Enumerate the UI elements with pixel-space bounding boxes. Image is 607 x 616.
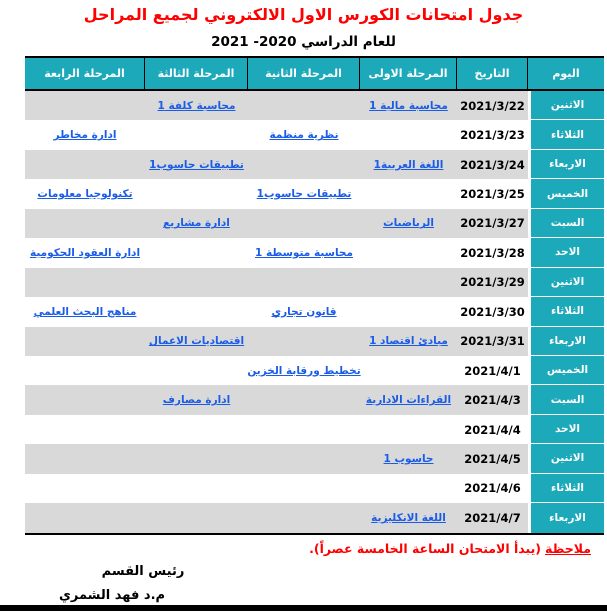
exam-subject-link[interactable]: ادارة العقود الحكومية	[29, 246, 141, 259]
stage2-cell	[248, 327, 360, 356]
table-row	[25, 415, 604, 444]
date-cell: 2021/3/27	[457, 209, 528, 238]
day-cell: الاربعاء	[528, 503, 604, 532]
stage4-cell	[25, 474, 145, 503]
stage3-cell	[145, 297, 248, 326]
stage3-cell	[145, 327, 248, 356]
exam-subject-link[interactable]: مبادئ اقتصاد 1	[369, 335, 448, 348]
stage4-cell	[25, 238, 145, 267]
stage1-cell	[360, 297, 457, 326]
day-cell: الاثنين	[528, 268, 604, 297]
exam-subject-link[interactable]: اللغة العربية1	[373, 158, 444, 171]
stage1-cell	[360, 327, 457, 356]
exam-subject-link[interactable]: محاسبة مالية 1	[369, 99, 448, 112]
column-header-stage4: المرحلة الرابعة	[25, 58, 145, 89]
stage2-cell	[248, 297, 360, 326]
stage3-cell	[145, 150, 248, 179]
day-cell: الثلاثاء	[528, 474, 604, 503]
column-header-stage1: المرحلة الاولى	[360, 58, 457, 89]
date-cell: 2021/4/6	[464, 481, 521, 496]
stage4-cell	[25, 356, 145, 385]
date-cell: 2021/3/25	[460, 187, 525, 202]
exam-subject-link[interactable]: القراءات الادارية	[365, 394, 452, 407]
table-row	[25, 91, 604, 120]
exam-schedule-table	[25, 56, 604, 535]
date-cell: 2021/4/1	[464, 363, 521, 378]
bottom-rule	[0, 605, 607, 611]
date-cell: 2021/3/31	[457, 327, 528, 356]
stage4-cell	[25, 209, 145, 238]
stage4-cell	[25, 385, 145, 414]
table-row	[25, 209, 604, 238]
table-header-row	[25, 58, 604, 91]
stage1-cell	[360, 268, 457, 297]
stage1-cell	[360, 150, 457, 179]
stage2-cell	[248, 356, 360, 385]
day-cell: الخميس	[528, 179, 604, 208]
day-cell: الثلاثاء	[528, 120, 604, 149]
table-row	[25, 297, 604, 326]
stage3-cell	[145, 415, 248, 444]
exam-subject-link[interactable]: تطبيقات حاسوب1	[149, 158, 244, 171]
stage3-cell	[145, 120, 248, 149]
exam-subject-link[interactable]: اقتصاديات الاعمال	[148, 335, 245, 348]
exam-subject-link[interactable]: تكنولوجيا معلومات	[37, 188, 133, 201]
exam-subject-link[interactable]: قانون تجاري	[271, 305, 337, 318]
stage2-cell	[248, 91, 360, 120]
exam-subject-link[interactable]: الرياضيات	[383, 217, 434, 230]
stage3-cell	[145, 503, 248, 532]
table-row	[25, 503, 604, 532]
day-cell: الثلاثاء	[528, 297, 604, 326]
stage2-cell	[248, 209, 360, 238]
stage4-cell	[25, 268, 145, 297]
exam-note	[309, 541, 591, 556]
stage3-cell	[145, 91, 248, 120]
exam-subject-link[interactable]: محاسبة كلفة 1	[157, 99, 236, 112]
day-cell: الاثنين	[528, 91, 604, 120]
day-cell: الخميس	[528, 356, 604, 385]
exam-subject-link[interactable]: تطبيقات حاسوب1	[256, 188, 352, 201]
date-cell: 2021/3/24	[457, 150, 528, 179]
exam-subject-link[interactable]: نظرية منظمة	[269, 129, 339, 142]
signature-title: رئيس القسم	[101, 564, 185, 579]
stage3-cell	[145, 238, 248, 267]
stage1-cell	[360, 356, 457, 385]
table-row	[25, 327, 604, 356]
page-subtitle: للعام الدراسي 2020- 2021	[211, 34, 396, 50]
stage1-cell	[360, 179, 457, 208]
day-cell: السبت	[528, 209, 604, 238]
table-row	[25, 238, 604, 267]
exam-subject-link[interactable]: مناهج البحث العلمي	[33, 305, 137, 318]
day-cell: السبت	[528, 385, 604, 414]
stage2-cell	[248, 268, 360, 297]
day-cell: الاحد	[528, 415, 604, 444]
stage2-cell	[248, 415, 360, 444]
stage1-cell	[360, 444, 457, 473]
stage3-cell	[145, 356, 248, 385]
date-cell: 2021/4/5	[457, 444, 528, 473]
day-cell: الاربعاء	[528, 327, 604, 356]
stage2-cell	[248, 150, 360, 179]
stage1-cell	[360, 91, 457, 120]
stage4-cell	[25, 91, 145, 120]
stage1-cell	[360, 120, 457, 149]
stage1-cell	[360, 385, 457, 414]
column-header-stage3: المرحلة الثالثة	[145, 58, 248, 89]
day-cell: الاربعاء	[528, 150, 604, 179]
stage2-cell	[248, 385, 360, 414]
stage1-cell	[360, 503, 457, 532]
date-cell: 2021/4/3	[457, 385, 528, 414]
note-label: ملاحظة	[545, 541, 591, 556]
day-cell: الاحد	[528, 238, 604, 267]
stage3-cell	[145, 474, 248, 503]
table-row	[25, 120, 604, 149]
stage4-cell	[25, 297, 145, 326]
date-cell: 2021/3/28	[460, 245, 525, 260]
table-row	[25, 179, 604, 208]
table-row	[25, 150, 604, 179]
date-cell: 2021/3/23	[460, 128, 525, 143]
stage4-cell	[25, 120, 145, 149]
stage3-cell	[145, 179, 248, 208]
exam-subject-link[interactable]: محاسبة متوسطة 1	[255, 246, 353, 259]
stage2-cell	[248, 179, 360, 208]
table-row	[25, 474, 604, 503]
stage1-cell	[360, 209, 457, 238]
stage4-cell	[25, 444, 145, 473]
date-cell: 2021/4/4	[464, 422, 521, 437]
stage2-cell	[248, 474, 360, 503]
stage2-cell	[248, 444, 360, 473]
exam-subject-link[interactable]: ادارة مشاريع	[163, 217, 230, 230]
stage4-cell	[25, 503, 145, 532]
stage3-cell	[145, 209, 248, 238]
day-cell: الاثنين	[528, 444, 604, 473]
date-cell: 2021/3/30	[460, 304, 525, 319]
exam-subject-link[interactable]: تخطيط ورقابة الخزين	[247, 364, 361, 377]
exam-subject-link[interactable]: اللغة الانكليزية	[371, 511, 446, 524]
signature-name: م.د فهد الشمري	[38, 588, 186, 607]
table-row	[25, 385, 604, 414]
stage1-cell	[360, 474, 457, 503]
column-header-date: التاريخ	[457, 58, 528, 89]
stage3-cell	[145, 385, 248, 414]
stage1-cell	[360, 415, 457, 444]
column-header-day: اليوم	[552, 67, 580, 80]
page-title: جدول امتحانات الكورس الاول الالكتروني لجميع المراحل	[83, 5, 524, 24]
stage4-cell	[25, 327, 145, 356]
stage4-cell	[25, 415, 145, 444]
date-cell: 2021/3/29	[457, 268, 528, 297]
table-row	[25, 268, 604, 297]
exam-subject-link[interactable]: ادارة مصارف	[162, 394, 231, 407]
date-cell: 2021/3/22	[457, 91, 528, 120]
table-row	[25, 356, 604, 385]
table-body	[25, 91, 604, 533]
table-row	[25, 444, 604, 473]
stage3-cell	[145, 444, 248, 473]
exam-subject-link[interactable]: ادارة مخاطر	[53, 129, 117, 142]
stage2-cell	[248, 120, 360, 149]
stage1-cell	[360, 238, 457, 267]
stage2-cell	[248, 503, 360, 532]
stage2-cell	[248, 238, 360, 267]
date-cell: 2021/4/7	[457, 503, 528, 532]
column-header-stage2: المرحلة الثانية	[248, 58, 360, 89]
stage4-cell	[25, 179, 145, 208]
note-text: (يبدأ الامتحان الساعة الخامسة عصراً).	[309, 541, 541, 556]
stage4-cell	[25, 150, 145, 179]
exam-subject-link[interactable]: حاسوب 1	[383, 452, 434, 465]
stage3-cell	[145, 268, 248, 297]
